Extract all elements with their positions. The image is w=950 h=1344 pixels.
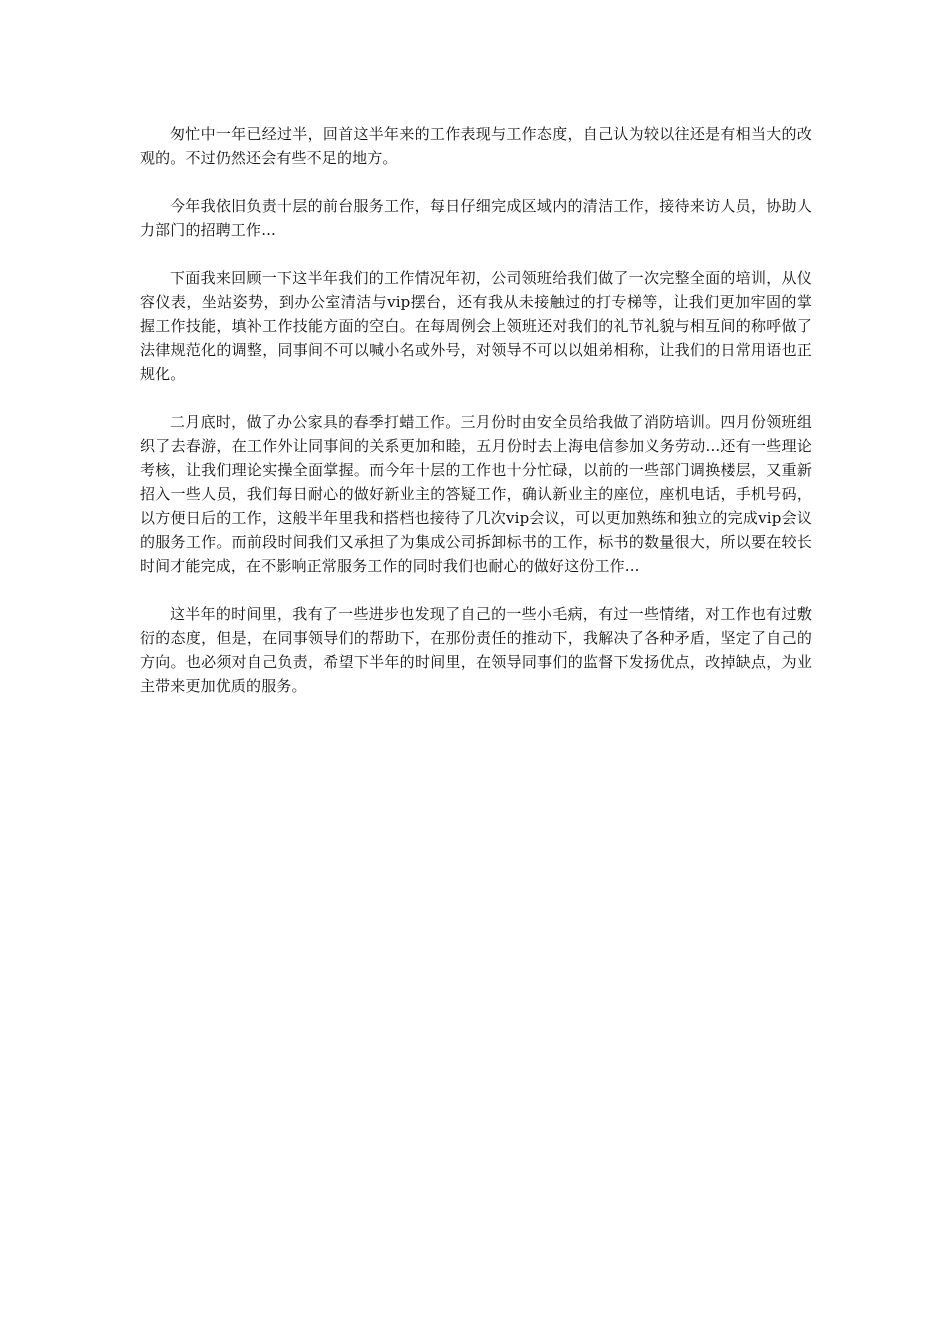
paragraph-activities: 二月底时，做了办公家具的春季打蜡工作。三月份时由安全员给我做了消防培训。四月份领班组织了去春游，在工作外让同事间的关系更加和睦，五月份时去上海电信参加义务劳动...还有一些理论考核，让我们理论实操全面掌握。而今年十层的工作也十分忙碌，以前的一些部门调换楼层，又重新招入一些人员，我们每日耐心的做好新业主的答疑工作，确认新业主的座位，座机电话，手机号码，以方便日后的工作，这般半年里我和搭档也接待了几次vip会议，可以更加熟练和独立的完成vip会议的服务工作。而前段时间我们又承担了为集成公司拆卸标书的工作，标书的数量很大，所以要在较长时间才能完成，在不影响正常服务工作的同时我们也耐心的做好这份工作... [140, 413, 812, 575]
paragraph-intro: 匆忙中一年已经过半，回首这半年来的工作表现与工作态度，自己认为较以往还是有相当大的改观的。不过仍然还会有些不足的地方。 [140, 125, 812, 167]
document-body [140, 122, 812, 722]
paragraph-training: 下面我来回顾一下这半年我们的工作情况年初，公司领班给我们做了一次完整全面的培训，从仪容仪表，坐站姿势，到办公室清洁与vip摆台，还有我从未接触过的打专梯等，让我们更加牢固的掌握工作技能，填补工作技能方面的空白。在每周例会上领班还对我们的礼节礼貌与相互间的称呼做了法律规范化的调整，同事间不可以喊小名或外号，对领导不可以以姐弟相称，让我们的日常用语也正规化。 [140, 269, 812, 383]
paragraph-conclusion: 这半年的时间里，我有了一些进步也发现了自己的一些小毛病，有过一些情绪，对工作也有过敷衍的态度，但是，在同事领导们的帮助下，在那份责任的推动下，我解决了各种矛盾，坚定了自己的方向。也必须对自己负责，希望下半年的时间里，在领导同事们的监督下发扬优点，改掉缺点，为业主带来更加优质的服务。 [140, 605, 812, 695]
paragraph-duties: 今年我依旧负责十层的前台服务工作，每日仔细完成区域内的清洁工作，接待来访人员，协助人力部门的招聘工作... [140, 197, 812, 239]
